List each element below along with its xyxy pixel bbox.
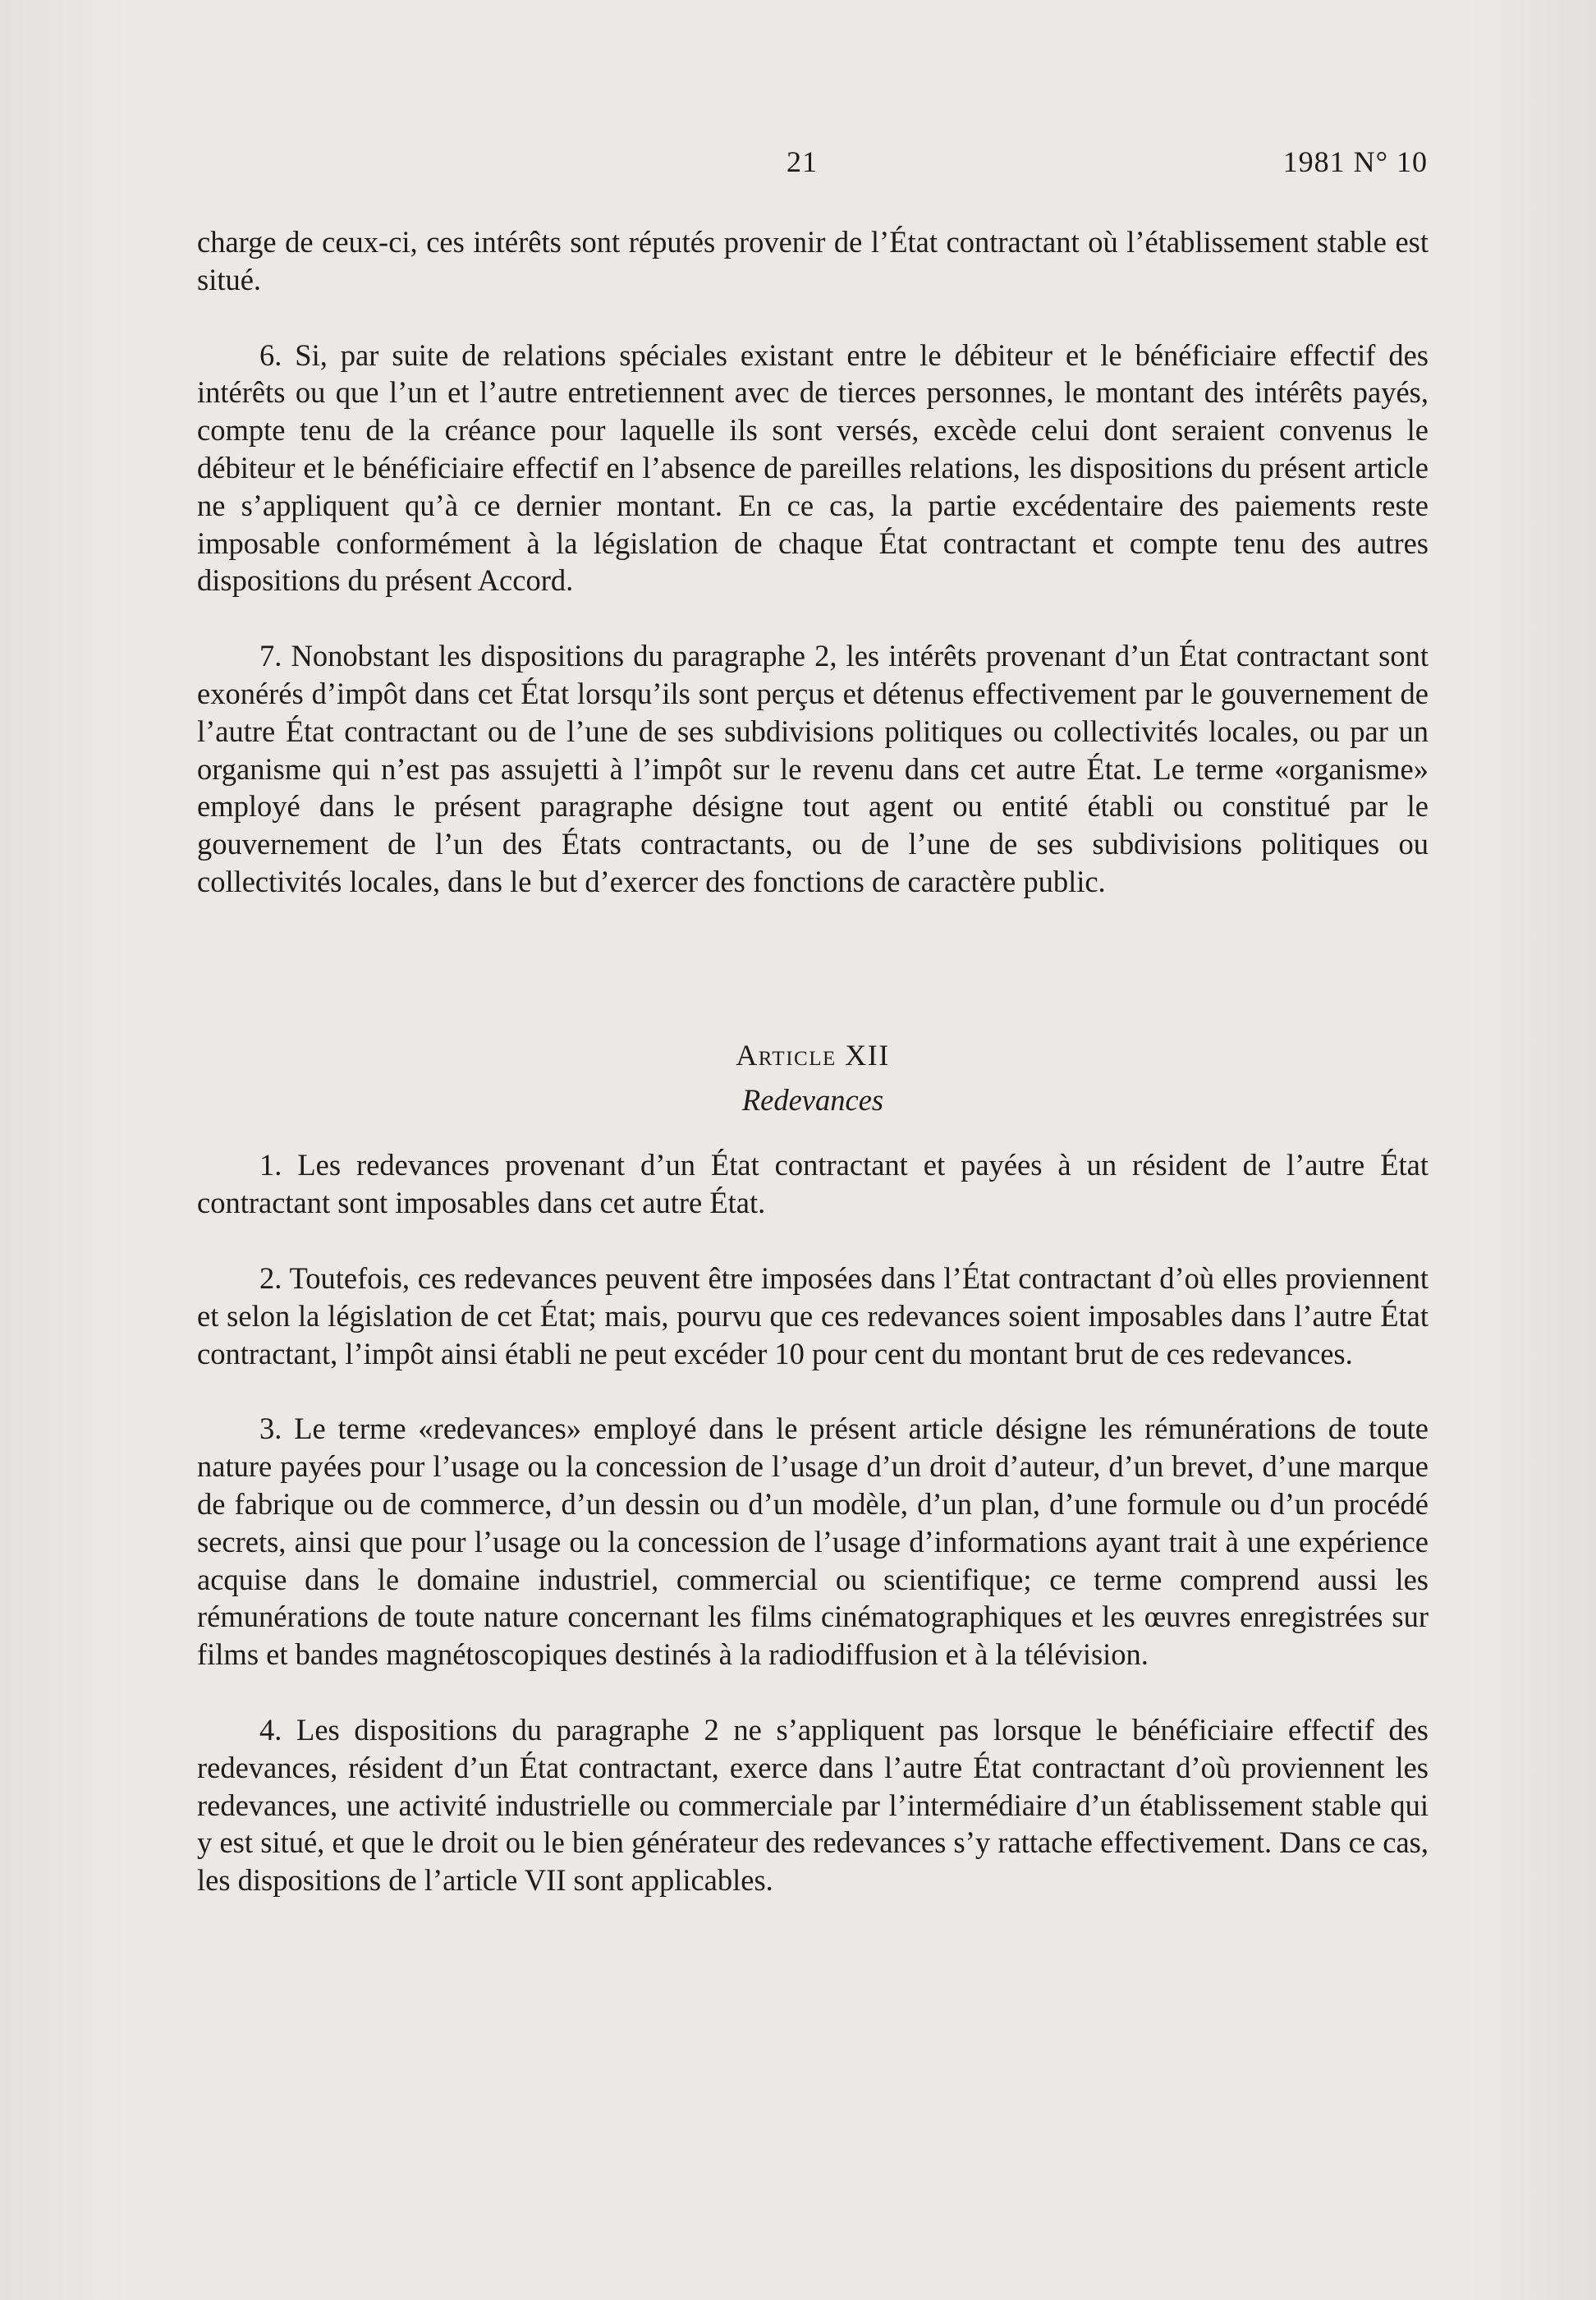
article-paragraph-1: 1. Les redevances provenant d’un État contractant et payées à un résident de l’autre État contractant sont imposables dans cet autre État. xyxy=(197,1148,1429,1220)
paragraph-continuation: charge de ceux-ci, ces intérêts sont réputés provenir de l’État contractant où l’établissement stable est situé. xyxy=(197,225,1429,296)
body-text xyxy=(197,223,1429,1899)
article-heading: Article XII xyxy=(736,1038,890,1072)
article-paragraph-4: 4. Les dispositions du paragraphe 2 ne s’appliquent pas lorsque le bénéficiaire effectif des redevances, résident d’un État contractant, exerce dans l’autre État contractant d’où proviennent les redevances, une activité industrielle ou commerciale par l’intermédiaire d’un établissement stable qui y est situé, et que le droit ou le bien générateur des redevances s’y rattache effectivement. Dans ce cas, les dispositions de l’article VII sont applicables. xyxy=(197,1712,1429,1898)
article-paragraph-3: 3. Le terme «redevances» employé dans le présent article désigne les rémunérations de toute nature payées pour l’usage ou la concession de l’usage d’un droit d’auteur, d’un brevet, d’une marque de fabrique ou de commerce, d’un dessin ou d’un modèle, d’un plan, d’une formule ou d’un procédé secrets, ainsi que pour l’usage ou la concession de l’usage d’informations ayant trait à une expérience acquise dans le domaine industriel, commercial ou scientifique; ce terme comprend aussi les rémunérations de toute nature concernant les films cinématographiques et les œuvres enregistrées sur films et bandes magnétoscopiques destinés à la radiodiffusion et à la télévision. xyxy=(197,1412,1429,1672)
article-subtitle: Redevances xyxy=(741,1082,884,1117)
paragraph-6: 6. Si, par suite de relations spéciales existant entre le débiteur et le bénéficiaire effectif des intérêts ou que l’un et l’autre entretiennent avec de tierces personnes, le montant des intérêts payés, compte tenu de la créance pour laquelle ils sont versés, excède celui dont seraient convenus le débiteur et le bénéficiaire effectif en l’absence de pareilles relations, les dispositions du présent article ne s’appliquent qu’à ce dernier montant. En ce cas, la partie excédentaire des paiements reste imposable conformément à la législation de chaque État contractant et compte tenu des autres dispositions du présent Accord. xyxy=(197,337,1429,598)
page-header xyxy=(0,145,1596,186)
page-number: 21 xyxy=(787,145,818,178)
document-reference: 1981 N° 10 xyxy=(1282,145,1428,178)
paragraph-7: 7. Nonobstant les dispositions du paragraphe 2, les intérêts provenant d’un État contractant sont exonérés d’impôt dans cet État lorsqu’ils sont perçus et détenus effectivement par le gouvernement de l’autre État contractant ou de l’une de ses subdivisions politiques ou collectivités locales, ou par un organisme qui n’est pas assujetti à l’impôt sur le revenu dans cet autre État. Le terme «organisme» employé dans le présent paragraphe désigne tout agent ou entité établi ou constitué par le gouvernement de l’un des États contractants, ou de l’une de ses subdivisions politiques ou collectivités locales, dans le but d’exercer des fonctions de caractère public. xyxy=(197,639,1429,898)
article-paragraph-2: 2. Toutefois, ces redevances peuvent être imposées dans l’État contractant d’où elles proviennent et selon la législation de cet État; mais, pourvu que ces redevances soient imposables dans l’autre État contractant, l’impôt ainsi établi ne peut excéder 10 pour cent du montant brut de ces redevances. xyxy=(197,1260,1429,1370)
